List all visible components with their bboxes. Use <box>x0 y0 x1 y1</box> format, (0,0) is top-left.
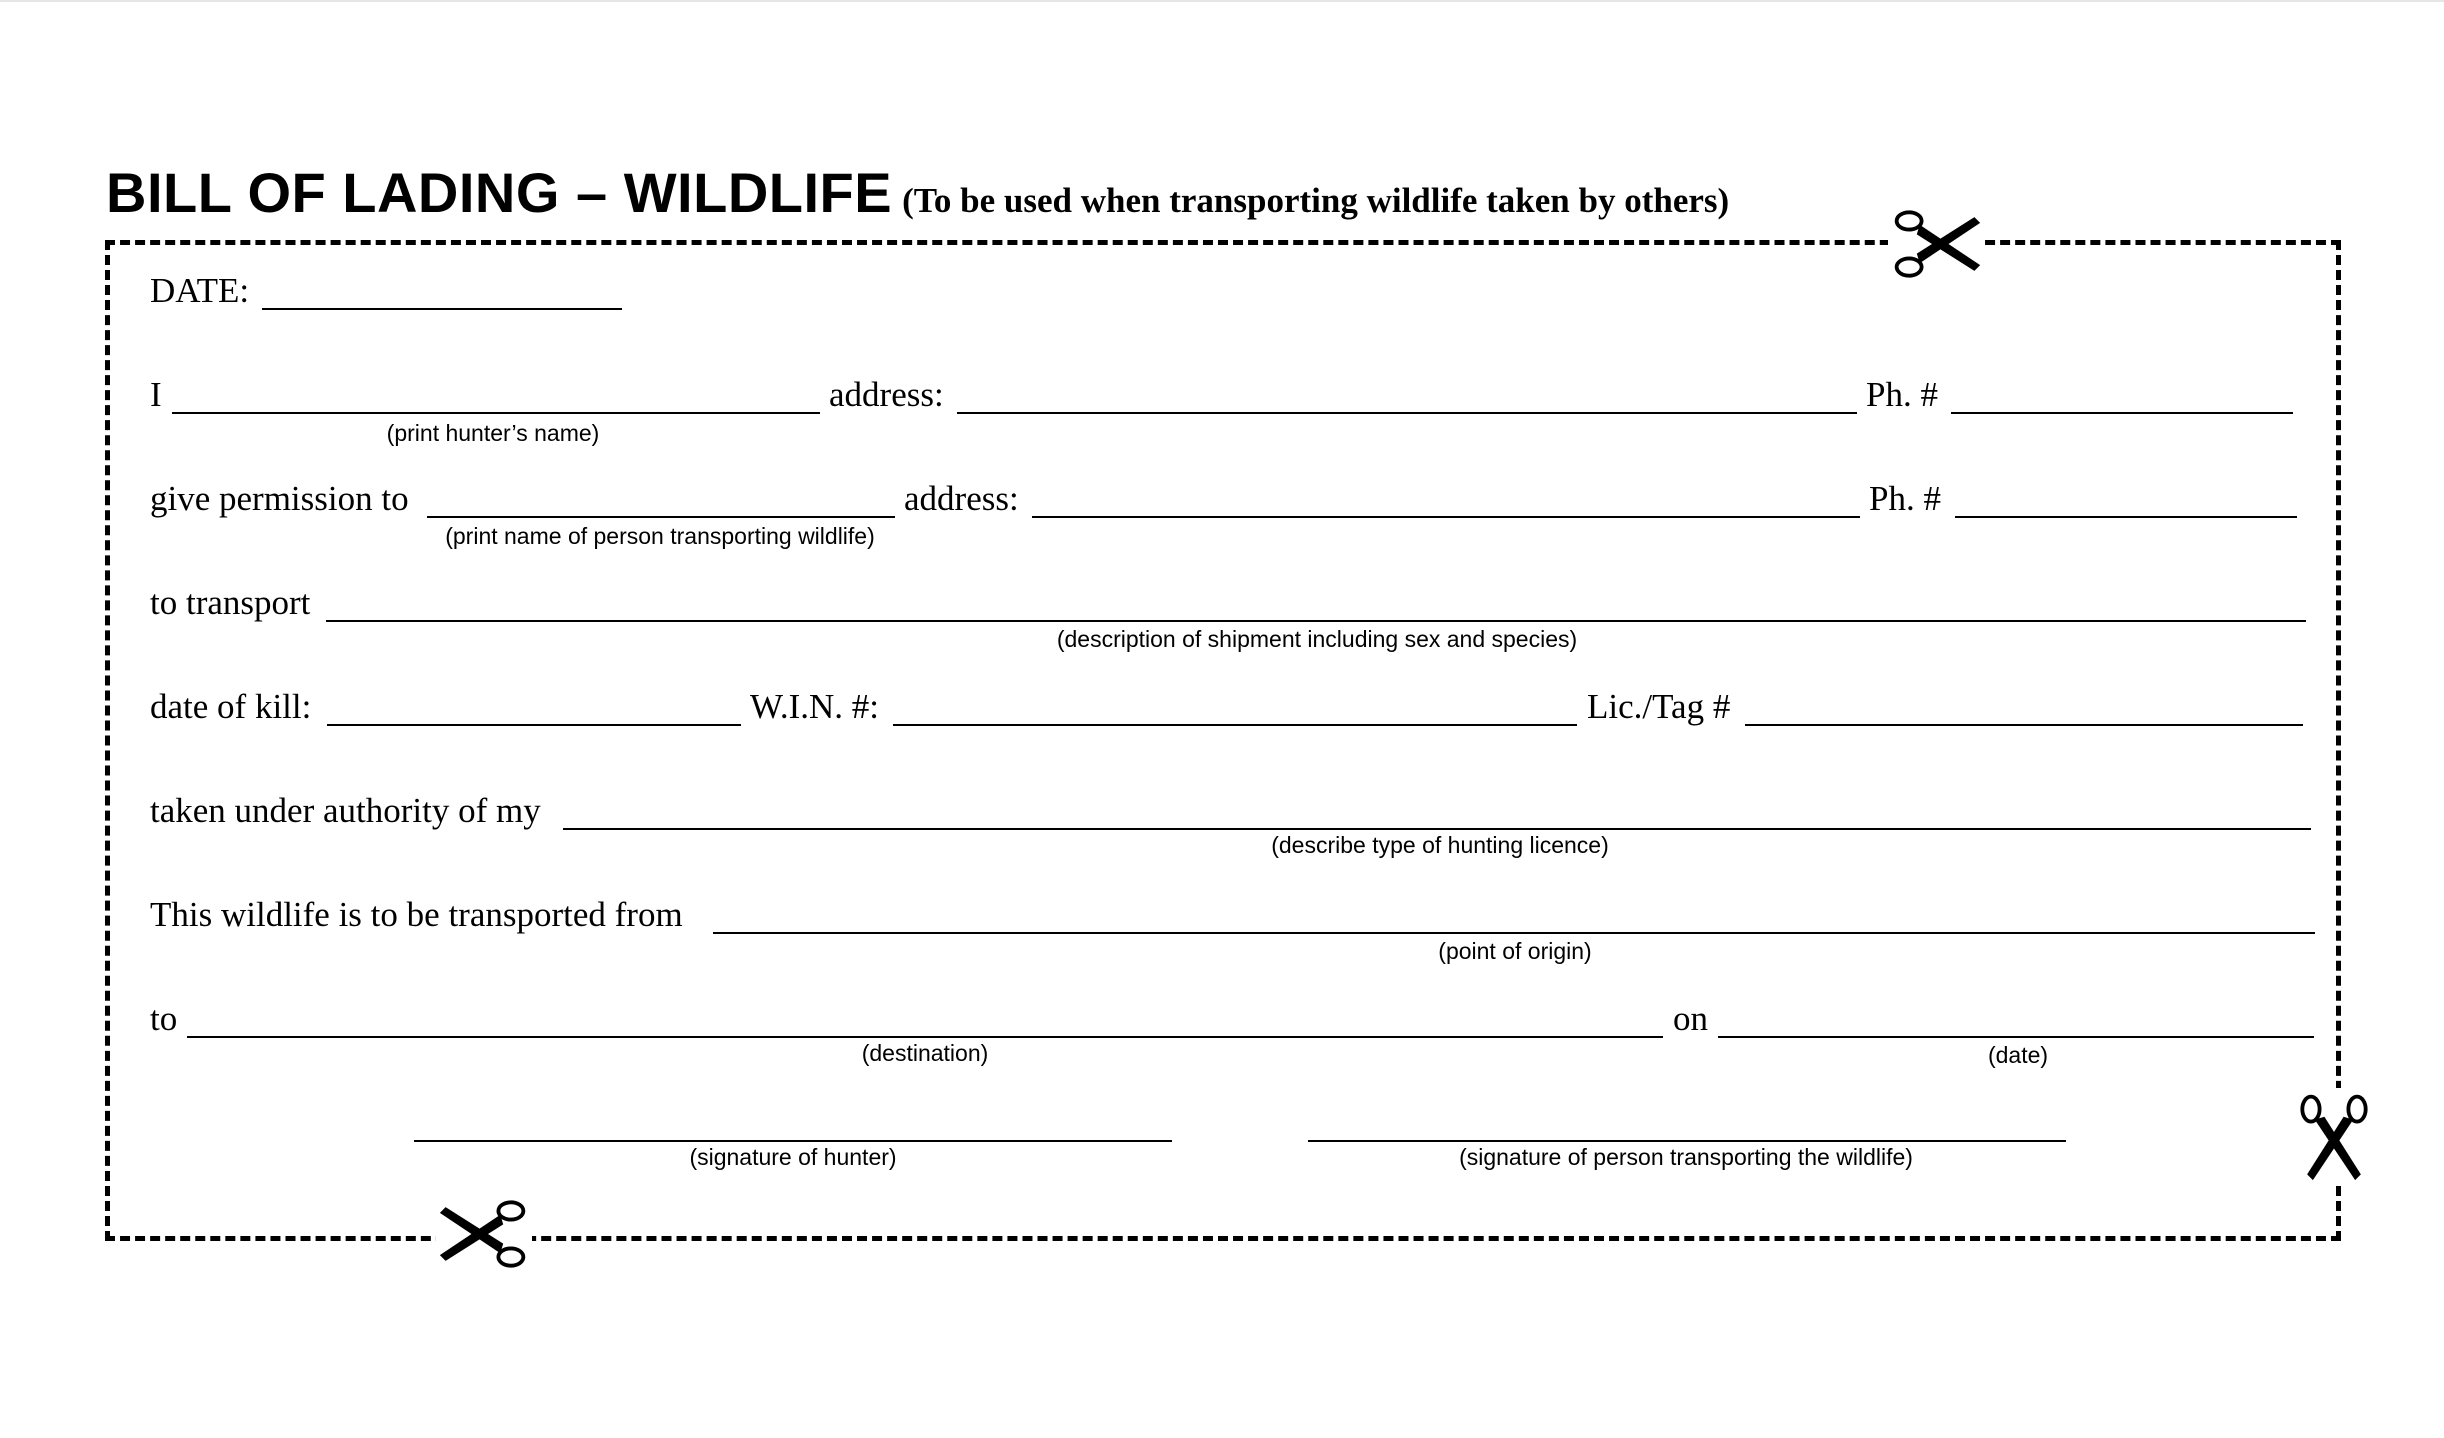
transport-date-field[interactable] <box>1718 1036 2314 1038</box>
transporter-signature-field[interactable] <box>1308 1140 2066 1142</box>
tag-field[interactable] <box>1745 724 2303 726</box>
transporter-signature-note: (signature of person transporting the wildlife) <box>1459 1144 1913 1170</box>
hunter-signature-field[interactable] <box>414 1140 1172 1142</box>
hunter-phone-label: Ph. # <box>1866 375 1938 414</box>
transport-date-note: (date) <box>1987 1042 2049 1068</box>
authority-label: taken under authority of my <box>150 791 541 830</box>
destination-note: (destination) <box>861 1040 989 1066</box>
hunter-address-label: address: <box>829 375 944 414</box>
title-main: BILL OF LADING – WILDLIFE <box>106 161 893 224</box>
origin-field[interactable] <box>713 932 2315 934</box>
origin-note: (point of origin) <box>1438 938 1592 964</box>
licence-type-field[interactable] <box>563 828 2311 830</box>
win-label: W.I.N. #: <box>750 687 879 726</box>
hunter-signature-note: (signature of hunter) <box>689 1144 897 1170</box>
date-label: DATE: <box>150 271 250 310</box>
destination-field[interactable] <box>187 1036 1663 1038</box>
transporter-address-field[interactable] <box>1032 516 1860 518</box>
transporter-phone-label: Ph. # <box>1869 479 1941 518</box>
shipment-description-note: (description of shipment including sex and species) <box>1056 626 1578 652</box>
cut-out-border <box>105 240 2341 1241</box>
scissors-icon <box>2286 1088 2382 1184</box>
permission-label: give permission to <box>150 479 409 518</box>
to-label: to <box>150 999 178 1038</box>
transporter-name-note: (print name of person transporting wildlife) <box>445 523 875 549</box>
transporter-address-label: address: <box>904 479 1019 518</box>
transporter-phone-field[interactable] <box>1955 516 2297 518</box>
title-subtitle: (To be used when transporting wildlife taken by others) <box>902 181 1730 220</box>
transport-label: to transport <box>150 583 311 622</box>
on-label: on <box>1673 999 1708 1038</box>
kill-date-field[interactable] <box>327 724 741 726</box>
hunter-name-note: (print hunter’s name) <box>386 420 600 446</box>
form-title <box>106 160 1729 225</box>
top-rule <box>0 0 2444 2</box>
date-field[interactable] <box>262 308 622 310</box>
scissors-icon <box>1888 196 1984 292</box>
hunter-prefix: I <box>150 375 162 414</box>
tag-label: Lic./Tag # <box>1587 687 1731 726</box>
hunter-phone-field[interactable] <box>1951 412 2293 414</box>
hunter-name-field[interactable] <box>172 412 820 414</box>
origin-label: This wildlife is to be transported from <box>150 895 683 934</box>
kill-date-label: date of kill: <box>150 687 312 726</box>
win-field[interactable] <box>893 724 1577 726</box>
shipment-description-field[interactable] <box>326 620 2306 622</box>
scissors-icon <box>436 1186 532 1282</box>
hunter-address-field[interactable] <box>957 412 1857 414</box>
licence-type-note: (describe type of hunting licence) <box>1271 832 1609 858</box>
transporter-name-field[interactable] <box>427 516 895 518</box>
